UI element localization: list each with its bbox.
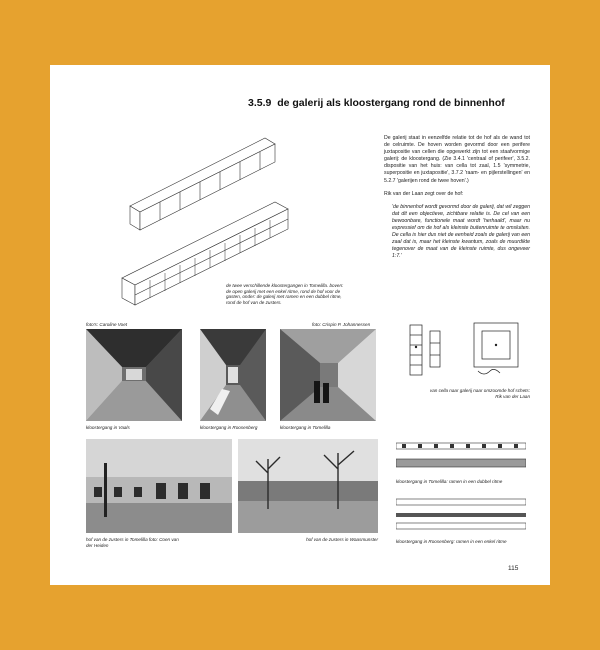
sketch-cella-galerij [402, 317, 530, 385]
caption-hof-tomelilla: hof van de zusters in Tomelilla foto: Coen van der Heiden [86, 537, 179, 548]
caption-axonometric: de twee verschillende kloostergangen in Tomelilla. boven: de open galerij met een enkel ritme, rond de hof voor de gasten, onder: de galerij met ramen en een dubbel ritme, rond de hof van de zusters. [226, 283, 344, 305]
photo-credit: foto: Crispin P. Johannessen [312, 322, 371, 327]
elevation-tomelilla [396, 441, 526, 477]
body-paragraph: Rik van der Laan zegt over de hof: [384, 190, 464, 197]
caption-sketch: van cella naar galerij naar omzoomde hof schets: Rik van der Laan [429, 388, 530, 399]
caption-hof-waasmunster: hof van de zusters in Waasmunster [306, 537, 378, 542]
caption-elevation-roosenberg: kloostergang in Roosenberg: ramen in een enkel ritme [396, 539, 507, 544]
body-text [384, 135, 530, 267]
photo-credit: foto's: Caroline Voet [86, 322, 128, 327]
body-paragraph: De galerij staat in eenzelfde relatie tot de hof als de wand tot de celruimte. De hoven worden gevormd door een perifere juxtapositie van cellen die opgewerkt zijn tot een staafvormige galerij: de kloostergang. (Zie 3.4.1 'centraal of perifeer', 3.5.2. dispositie van het huis: van cella tot zaal, 1.5 'symmetrie, superpositie en juxtapositie', 3.7.2 'raam- en pijlerstellingen' en 5.2.7 'galerijen rond de twee hoven'.) [384, 135, 530, 184]
page-number: 115 [508, 565, 519, 572]
section-heading [248, 97, 505, 109]
caption-tomelilla: kloostergang in Tomelilla [280, 425, 331, 430]
photo-kloostergang-tomelilla [280, 329, 376, 421]
caption-vaals: kloostergang in Vaals [86, 425, 130, 430]
photo-kloostergang-vaals [86, 329, 182, 421]
photo-hof-waasmunster [238, 439, 378, 533]
caption-roosenberg: kloostergang in Roosenberg [200, 425, 258, 430]
photo-hof-tomelilla [86, 439, 232, 533]
caption-elevation-tomelilla: kloostergang in Tomelilla: ramen in een dubbel ritme [396, 479, 503, 484]
section-title: de galerij als kloostergang rond de binnenhof [277, 97, 505, 109]
photo-kloostergang-roosenberg [200, 329, 266, 421]
section-number: 3.5.9 [248, 97, 272, 109]
book-page [50, 65, 550, 585]
quote-text: 'de binnenhof wordt gevormd door de galerij, dat wil zeggen dat dit een objectieve, zichtbare relatie is. De cel van een bewoonbare, functionele maat wordt 'herhaald', maar nu expressief om de hof als kleinste buitenruimte te omsluiten. De cella is hier dus niet de eenheid zoals de galerij van een zaal dat is, maar het kleinste kwantum, zoals de muurdikte tegenover de maat van de kleinste ruimte, dus ongeveer 1:7.' [392, 203, 530, 260]
elevation-roosenberg [396, 497, 526, 537]
